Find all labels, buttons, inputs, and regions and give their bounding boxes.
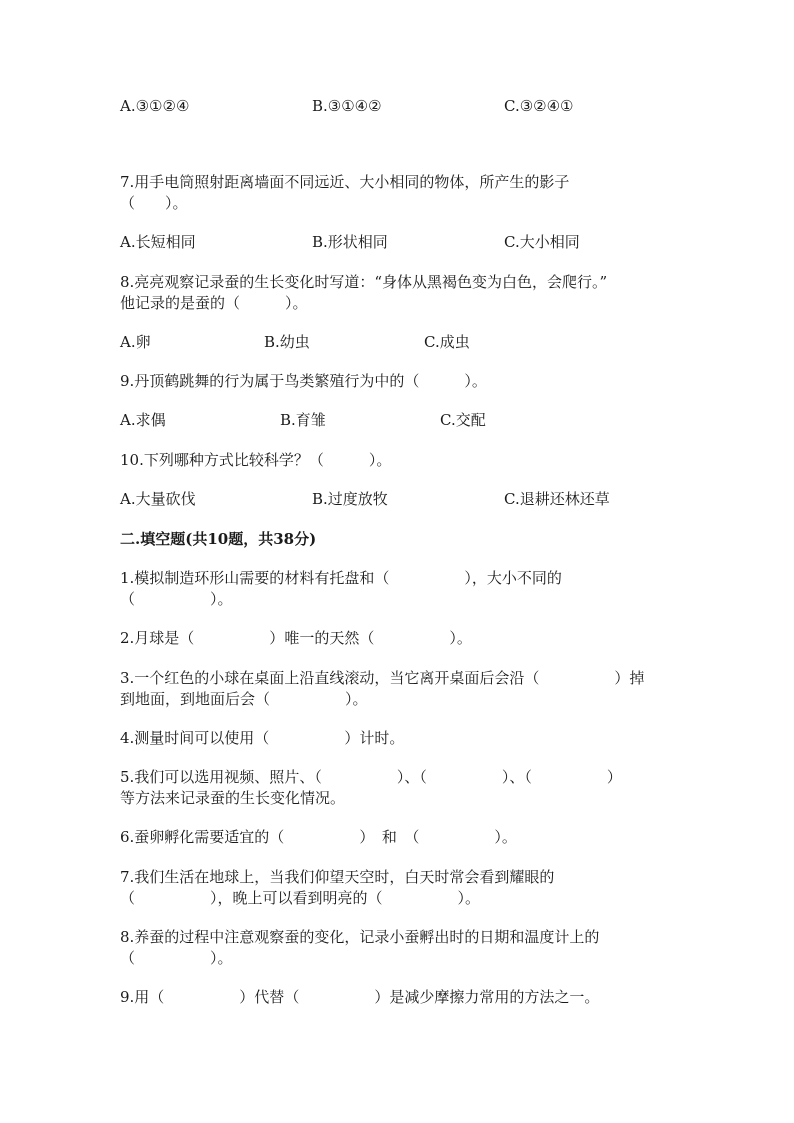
q7-option-a: A.长短相同 [120, 233, 196, 251]
fill-q4-line1: 4.测量时间可以使用（ ）计时。 [120, 729, 405, 747]
q7-stem-line2: （ ）。 [120, 194, 188, 212]
q8-option-b: B.幼虫 [264, 333, 310, 351]
q9-stem-line1: 9.丹顶鹤跳舞的行为属于鸟类繁殖行为中的（ ）。 [120, 372, 487, 390]
q9-option-c: C.交配 [440, 411, 486, 429]
section-heading-fill-in: 二.填空题(共10题，共38分) [120, 530, 317, 548]
fill-q3-line1: 3.一个红色的小球在桌面上沿直线滚动，当它离开桌面后会沿（ ）掉 [120, 669, 645, 687]
fill-q9-line1: 9.用（ ）代替（ ）是减少摩擦力常用的方法之一。 [120, 988, 600, 1006]
fill-q2-line1: 2.月球是（ ）唯一的天然（ ）。 [120, 629, 472, 647]
q10-option-c: C.退耕还林还草 [504, 490, 610, 508]
q8-option-a: A.卵 [120, 333, 151, 351]
fill-q5-line2: 等方法来记录蚕的生长变化情况。 [120, 789, 346, 807]
q9-option-a: A.求偶 [120, 411, 166, 429]
fill-q7-line2: （ ），晚上可以看到明亮的（ ）。 [120, 889, 481, 907]
fill-q8-line1: 8.养蚕的过程中注意观察蚕的变化，记录小蚕孵出时的日期和温度计上的 [120, 928, 600, 946]
fill-q8-line2: （ ）。 [120, 949, 233, 967]
q9-option-b: B.育雏 [280, 411, 326, 429]
q10-stem-line1: 10.下列哪种方式比较科学？（ ）。 [120, 451, 392, 469]
fill-q1-line2: （ ）。 [120, 590, 233, 608]
fill-q7-line1: 7.我们生活在地球上，当我们仰望天空时，白天时常会看到耀眼的 [120, 868, 555, 886]
fill-q6-line1: 6.蚕卵孵化需要适宜的（ ） 和 （ ）。 [120, 828, 517, 846]
q10-option-b: B.过度放牧 [312, 490, 388, 508]
q10-option-a: A.大量砍伐 [120, 490, 196, 508]
q7-option-c: C.大小相同 [504, 233, 580, 251]
fill-q1-line1: 1.模拟制造环形山需要的材料有托盘和（ ），大小不同的 [120, 569, 562, 587]
q8-stem-line2: 他记录的是蚕的（ ）。 [120, 294, 308, 312]
fill-q3-line2: 到地面，到地面后会（ ）。 [120, 690, 368, 708]
q7-stem-line1: 7.用手电筒照射距离墙面不同远近、大小相同的物体，所产生的影子 [120, 173, 570, 191]
q6-option-c: C.③②④① [504, 97, 574, 115]
q6-option-a: A.③①②④ [120, 97, 190, 115]
q6-option-b: B.③①④② [312, 97, 382, 115]
q8-stem-line1: 8.亮亮观察记录蚕的生长变化时写道：“身体从黑褐色变为白色，会爬行。” [120, 273, 608, 291]
q8-option-c: C.成虫 [424, 333, 470, 351]
fill-q5-line1: 5.我们可以选用视频、照片、（ ）、（ ）、（ ） [120, 768, 622, 786]
q7-option-b: B.形状相同 [312, 233, 388, 251]
